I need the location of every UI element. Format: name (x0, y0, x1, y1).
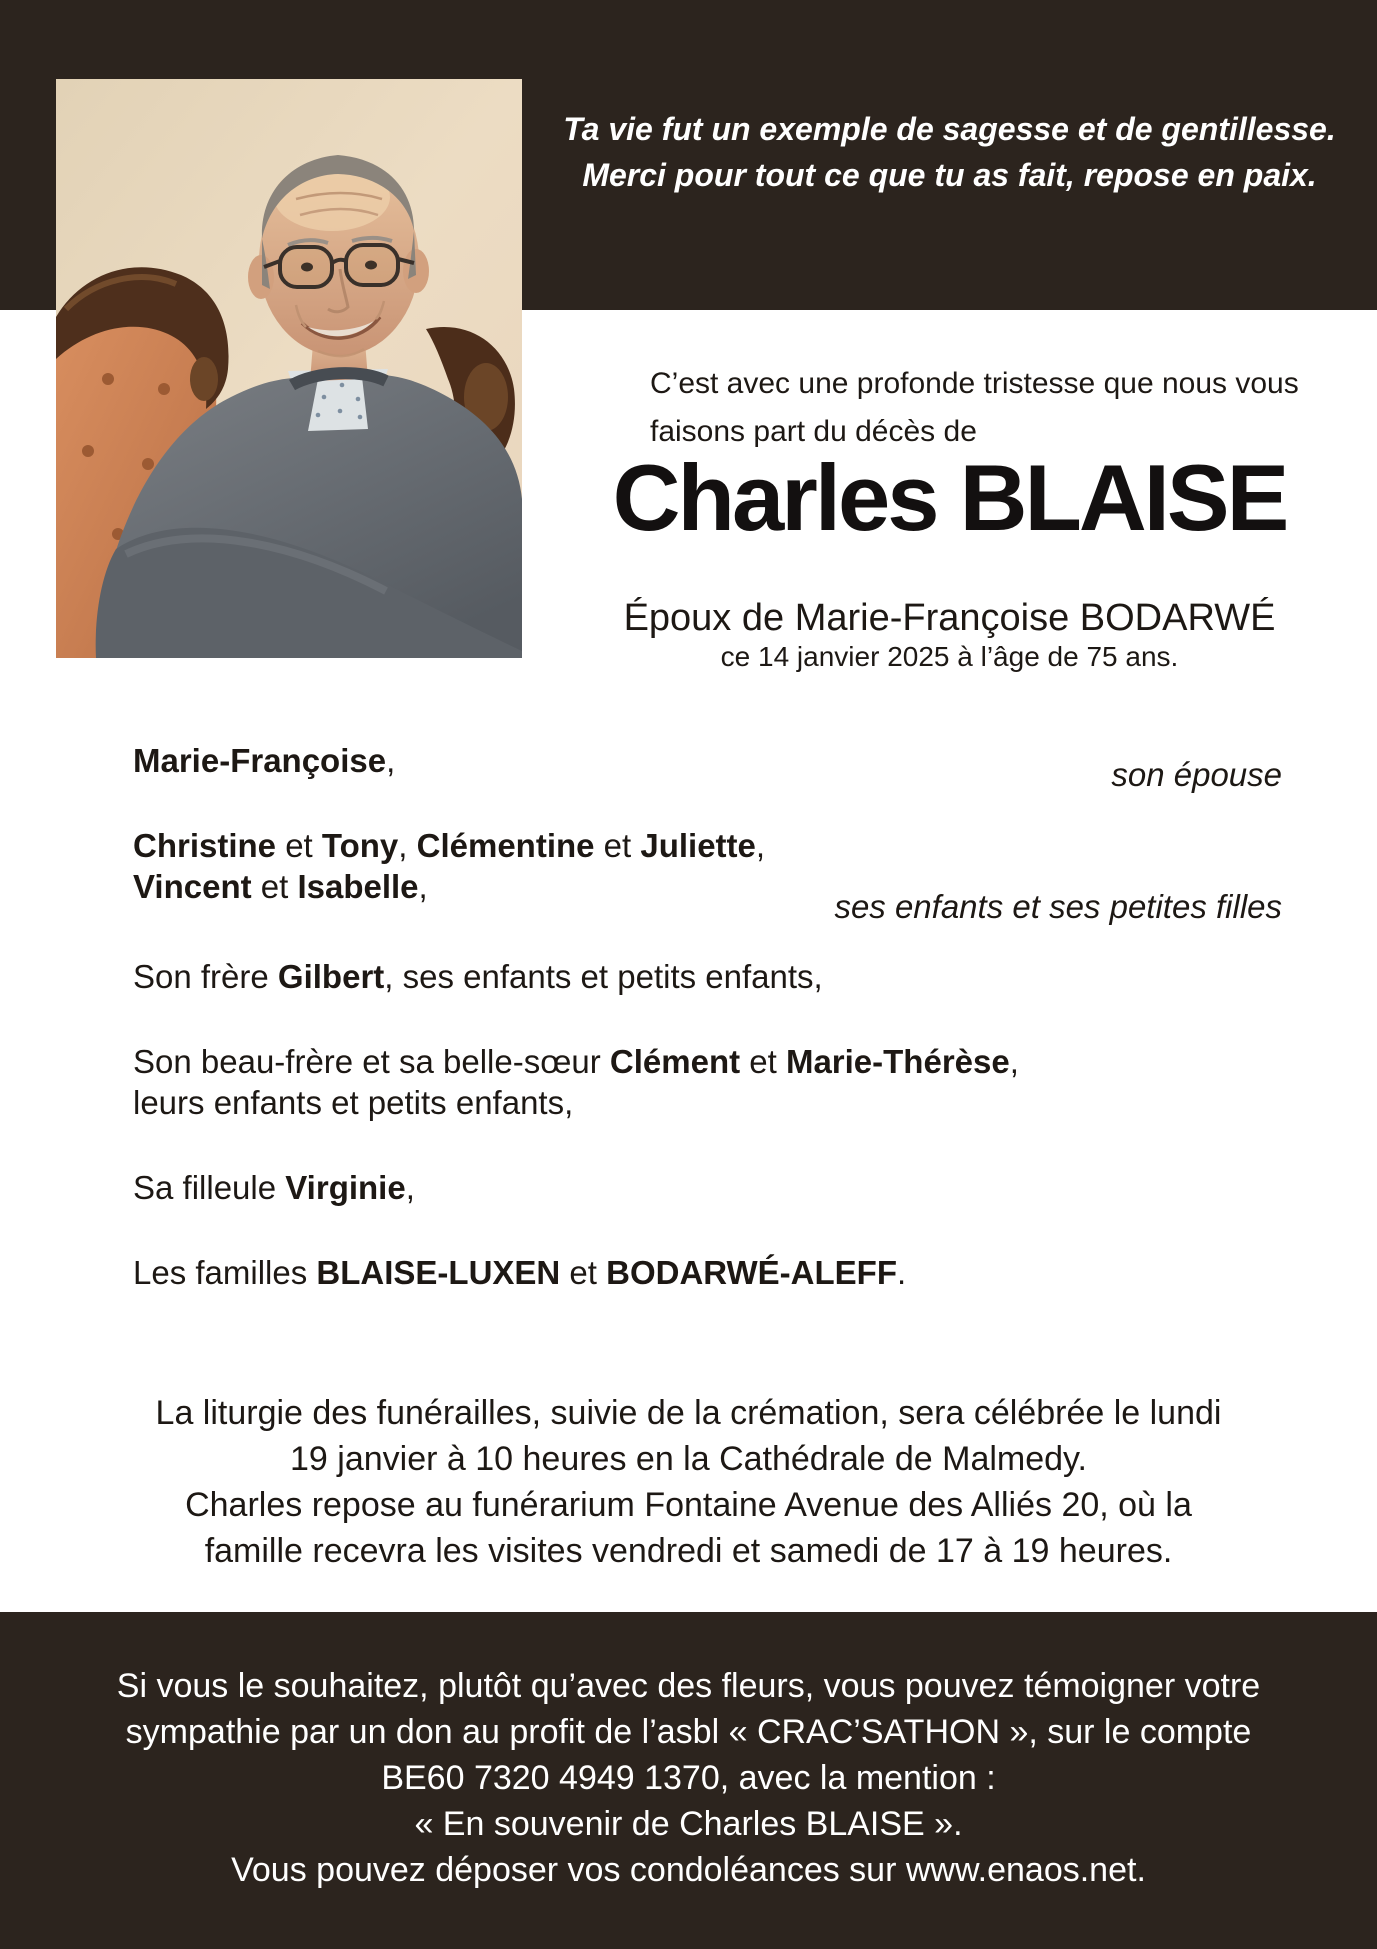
ceremony-details (60, 1390, 1317, 1574)
portrait-illustration (56, 79, 522, 658)
deceased-name: Charles BLAISE (612, 445, 1287, 550)
ceremony-line3: Charles repose au funérarium Fontaine Avenue des Alliés 20, où la (185, 1486, 1192, 1524)
ceremony-line2: 19 janvier à 10 heures en la Cathédrale de Malmedy. (290, 1440, 1087, 1478)
donation-line3: BE60 7320 4949 1370, avec la mention : (381, 1759, 996, 1797)
family-children-line1: Christine et Tony, Clémentine et Juliette, (133, 827, 766, 864)
death-date-line: ce 14 janvier 2025 à l’âge de 75 ans. (720, 641, 1179, 672)
announcement-intro-line2: faisons part du décès de (650, 415, 977, 448)
memorial-quote-line2: Merci pour tout ce que tu as fait, repose en paix. (582, 157, 1317, 193)
announcement-intro-line1: C’est avec une profonde tristesse que nous vous (650, 367, 1299, 400)
relation-note-spouse: son épouse (1111, 756, 1282, 793)
portrait-photo (56, 79, 522, 658)
spouse-line: Époux de Marie-Françoise BODARWÉ (623, 597, 1276, 639)
donation-line4: « En souvenir de Charles BLAISE ». (414, 1805, 963, 1843)
memorial-quote (522, 106, 1377, 198)
family-wife-line: Marie-Françoise, (133, 742, 396, 779)
family-children-lines (133, 825, 765, 907)
condolences-line: Vous pouvez déposer vos condoléances sur www.enaos.net. (231, 1851, 1146, 1889)
family-families-line: Les familles BLAISE-LUXEN et BODARWÉ-ALEFF. (133, 1254, 907, 1291)
ceremony-line4: famille recevra les visites vendredi et samedi de 17 à 19 heures. (204, 1532, 1173, 1570)
announcement-intro (650, 360, 1299, 456)
ceremony-line1: La liturgie des funérailles, suivie de la crémation, sera célébrée le lundi (155, 1394, 1222, 1432)
memorial-quote-line1: Ta vie fut un exemple de sagesse et de gentillesse. (563, 111, 1336, 147)
relation-note-children: ses enfants et ses petites filles (834, 888, 1282, 925)
family-brother-line: Son frère Gilbert, ses enfants et petits enfants, (133, 958, 823, 995)
donation-notice (60, 1663, 1317, 1893)
donation-line2: sympathie par un don au profit de l’asbl « CRAC’SATHON », sur le compte (125, 1713, 1252, 1751)
family-inlaws-line1: Son beau-frère et sa belle-sœur Clément et Marie-Thérèse, (133, 1043, 1019, 1080)
donation-line1: Si vous le souhaitez, plutôt qu’avec des fleurs, vous pouvez témoigner votre (116, 1667, 1261, 1705)
family-inlaws-line2: leurs enfants et petits enfants, (133, 1084, 574, 1121)
family-goddaughter-line: Sa filleule Virginie, (133, 1169, 415, 1206)
family-inlaws-lines (133, 1041, 1019, 1123)
family-children-line2: Vincent et Isabelle, (133, 868, 428, 905)
